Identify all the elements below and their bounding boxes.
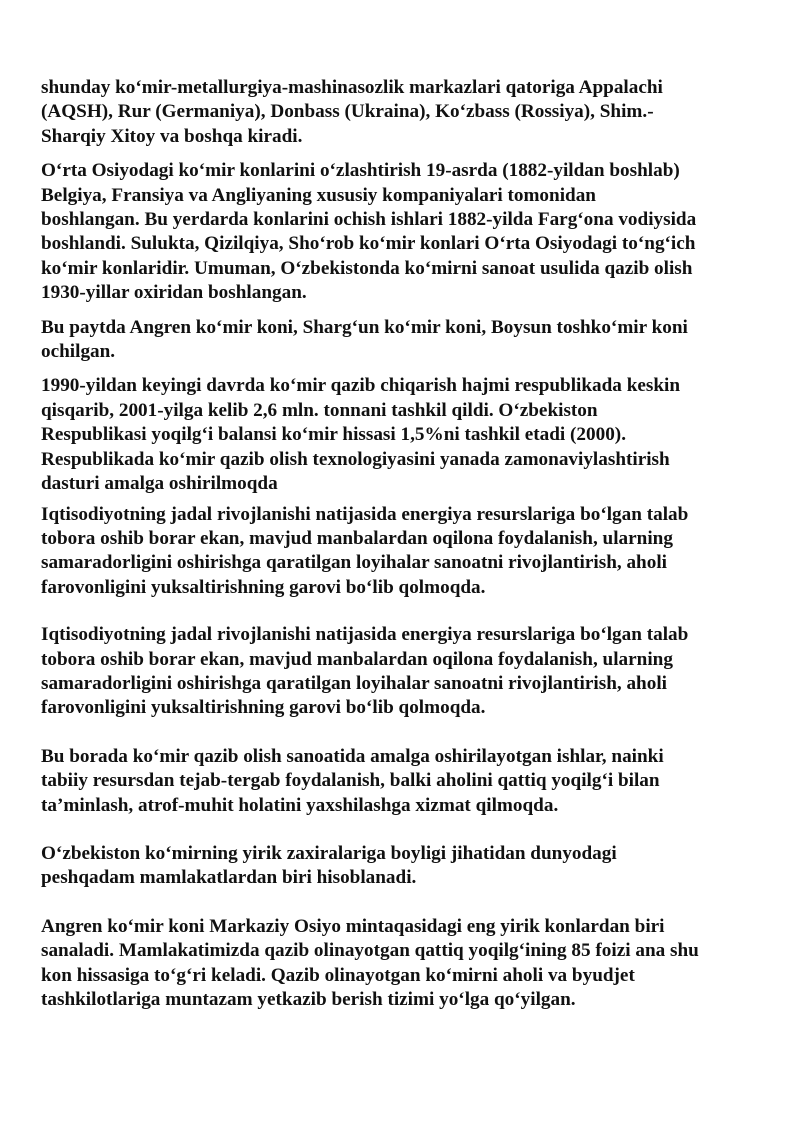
- paragraph: [41, 915, 786, 1013]
- text-line: tashkilotlariga muntazam yetkazib berish tizimi yoʻlga qoʻyilgan.: [41, 989, 576, 1010]
- text-line: Belgiya, Fransiya va Angliyaning xususiy kompaniyalari tomonidan: [41, 184, 596, 206]
- text-line: (AQSH), Rur (Germaniya), Donbass (Ukraina), Koʻzbass (Rossiya), Shim.-: [41, 101, 654, 123]
- text-line: Oʻzbekiston koʻmirning yirik zaxiralariga boyligi jihatidan dunyodagi: [41, 842, 617, 864]
- paragraph: [41, 745, 786, 818]
- text-line: boshlangan. Bu yerdarda konlarini ochish ishlari 1882-yilda Fargʻona vodiysida: [41, 209, 697, 231]
- text-line: ochilgan.: [41, 341, 116, 363]
- text-line: taʼminlash, atrof-muhit holatini yaxshilashga xizmat qilmoqda.: [41, 794, 559, 816]
- paragraph: [41, 842, 786, 891]
- text-line: peshqadam mamlakatlardan biri hisoblanadi.: [41, 867, 417, 889]
- text-line: Bu borada koʻmir qazib olish sanoatida amalga oshirilayotgan ishlar, nainki: [41, 745, 664, 767]
- text-line: Iqtisodiyotning jadal rivojlanishi natijasida energiya resurslariga boʻlgan talab: [41, 624, 689, 646]
- text-line: farovonligini yuksaltirishning garovi boʻlib qolmoqda.: [41, 576, 486, 598]
- text-line: samaradorligini oshirishga qaratilgan loyihalar sanoatni rivojlantirish, aholi: [41, 552, 667, 574]
- text-line: boshlandi. Sulukta, Qizilqiya, Shoʻrob koʻmir konlari Oʻrta Osiyodagi toʻngʻich: [41, 233, 696, 255]
- paragraph: [41, 76, 786, 149]
- paragraph: [41, 503, 786, 601]
- text-line: Respublikasi yoqilgʻi balansi koʻmir hissasi 1,5%ni tashkil etadi (2000).: [41, 424, 626, 446]
- text-line: 1930-yillar oxiridan boshlangan.: [41, 282, 307, 304]
- document-page: [41, 76, 786, 1012]
- paragraph: [41, 374, 786, 496]
- text-line: koʻmir konlaridir. Umuman, Oʻzbekistonda koʻmirni sanoat usulida qazib olish: [41, 257, 693, 279]
- text-line: shunday koʻmir-metallurgiya-mashinasozlik markazlari qatoriga Appalachi: [41, 77, 663, 98]
- text-line: qisqarib, 2001-yilga kelib 2,6 mln. tonnani tashkil qildi. Oʻzbekiston: [41, 399, 598, 421]
- text-line: Iqtisodiyotning jadal rivojlanishi natijasida energiya resurslariga boʻlgan talab: [41, 503, 689, 525]
- text-line: tabiiy resursdan tejab-tergab foydalanish, balki aholini qattiq yoqilgʻi bilan: [41, 770, 660, 792]
- text-line: Bu paytda Angren koʻmir koni, Shargʻun koʻmir koni, Boysun toshkoʻmir koni: [41, 316, 688, 338]
- text-line: tobora oshib borar ekan, mavjud manbalardan oqilona foydalanish, ularning: [41, 648, 673, 670]
- text-line: Oʻrta Osiyodagi koʻmir konlarini oʻzlashtirish 19-asrda (1882-yildan boshlab): [41, 160, 680, 182]
- paragraph: [41, 316, 786, 365]
- text-line: Respublikada koʻmir qazib olish texnologiyasini yanada zamonaviylashtirish: [41, 448, 670, 470]
- text-line: samaradorligini oshirishga qaratilgan loyihalar sanoatni rivojlantirish, aholi: [41, 672, 667, 694]
- text-line: sanaladi. Mamlakatimizda qazib olinayotgan qattiq yoqilgʻining 85 foizi ana shu: [41, 940, 699, 962]
- paragraph: [41, 159, 786, 305]
- paragraph: [41, 623, 786, 721]
- text-line: 1990-yildan keyingi davrda koʻmir qazib chiqarish hajmi respublikada keskin: [41, 375, 681, 397]
- text-line: Angren koʻmir koni Markaziy Osiyo mintaqasidagi eng yirik konlardan biri: [41, 915, 665, 937]
- text-line: Sharqiy Xitoy va boshqa kiradi.: [41, 125, 303, 147]
- text-line: kon hissasiga toʻgʻri keladi. Qazib olinayotgan koʻmirni aholi va byudjet: [41, 964, 635, 986]
- text-line: dasturi amalga oshirilmoqda: [41, 473, 278, 495]
- text-line: farovonligini yuksaltirishning garovi boʻlib qolmoqda.: [41, 697, 486, 719]
- text-line: tobora oshib borar ekan, mavjud manbalardan oqilona foydalanish, ularning: [41, 527, 673, 549]
